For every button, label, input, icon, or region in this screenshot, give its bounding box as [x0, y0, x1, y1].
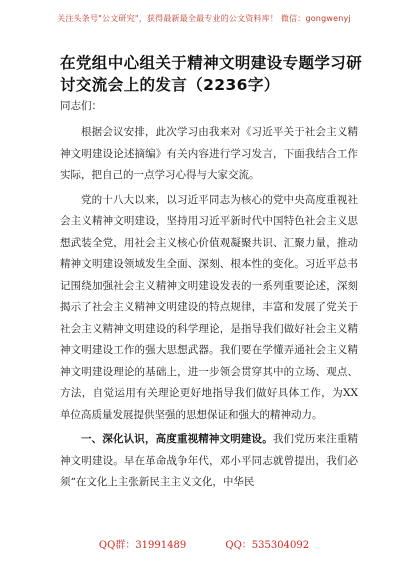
section-heading: 一、深化认识，高度重视精神文明建设。 [81, 433, 273, 445]
section-one [60, 429, 358, 494]
section-text: 我们党历来注重精神文明建设。早在革命战争年代，邓小平同志就曾提出，我们必须“在文化上主张新民主主义文化，中华民 [60, 433, 359, 488]
greeting: 同志们： [60, 100, 102, 112]
footer-contacts [0, 536, 408, 551]
qq-group: QQ群：31991489 [98, 540, 187, 551]
document-body [60, 122, 358, 497]
qq-number: QQ：535304092 [225, 540, 310, 551]
paragraph-main: 党的十八大以来，以习近平同志为核心的党中央高度重视社会主义精神文明建设，坚持用习近平新时代中国特色社会主义思想武装全党，用社会主义核心价值观凝聚共识、汇聚力量，推动精神文明建设领域发生全面、深刻、根本性的变化。习近平总书记围绕加强社会主义精神文明建设发表的一系列重要论述，深刻揭示了社会主义精神文明建设的特点规律，丰富和发展了党关于社会主义精神文明建设的科学理论，是指导我们做好社会主义精神文明建设工作的强大思想武器。我们要在学懂弄通社会主义精神文明建设理论的基础上，进一步领会贯穿其中的立场、观点、方法，自觉运用有关理论更好地指导我们做好具体工作，为XX单位高质量发展提供坚强的思想保证和强大的精神动力。 [60, 193, 358, 421]
paragraph-intro: 根据会议安排，此次学习由我来对《习近平关于社会主义精神文明建设论述摘编》有关内容进行学习发言，下面我结合工作实际，把自己的一点学习心得与大家交流。 [60, 126, 358, 181]
promo-banner: 关注头条号"公文研究"，获得最新最全最专业的公文资料库！ 微信：gongwenyj [57, 14, 351, 23]
document-title: 在党组中心组关于精神文明建设专题学习研讨交流会上的发言（2236字） [60, 54, 363, 94]
